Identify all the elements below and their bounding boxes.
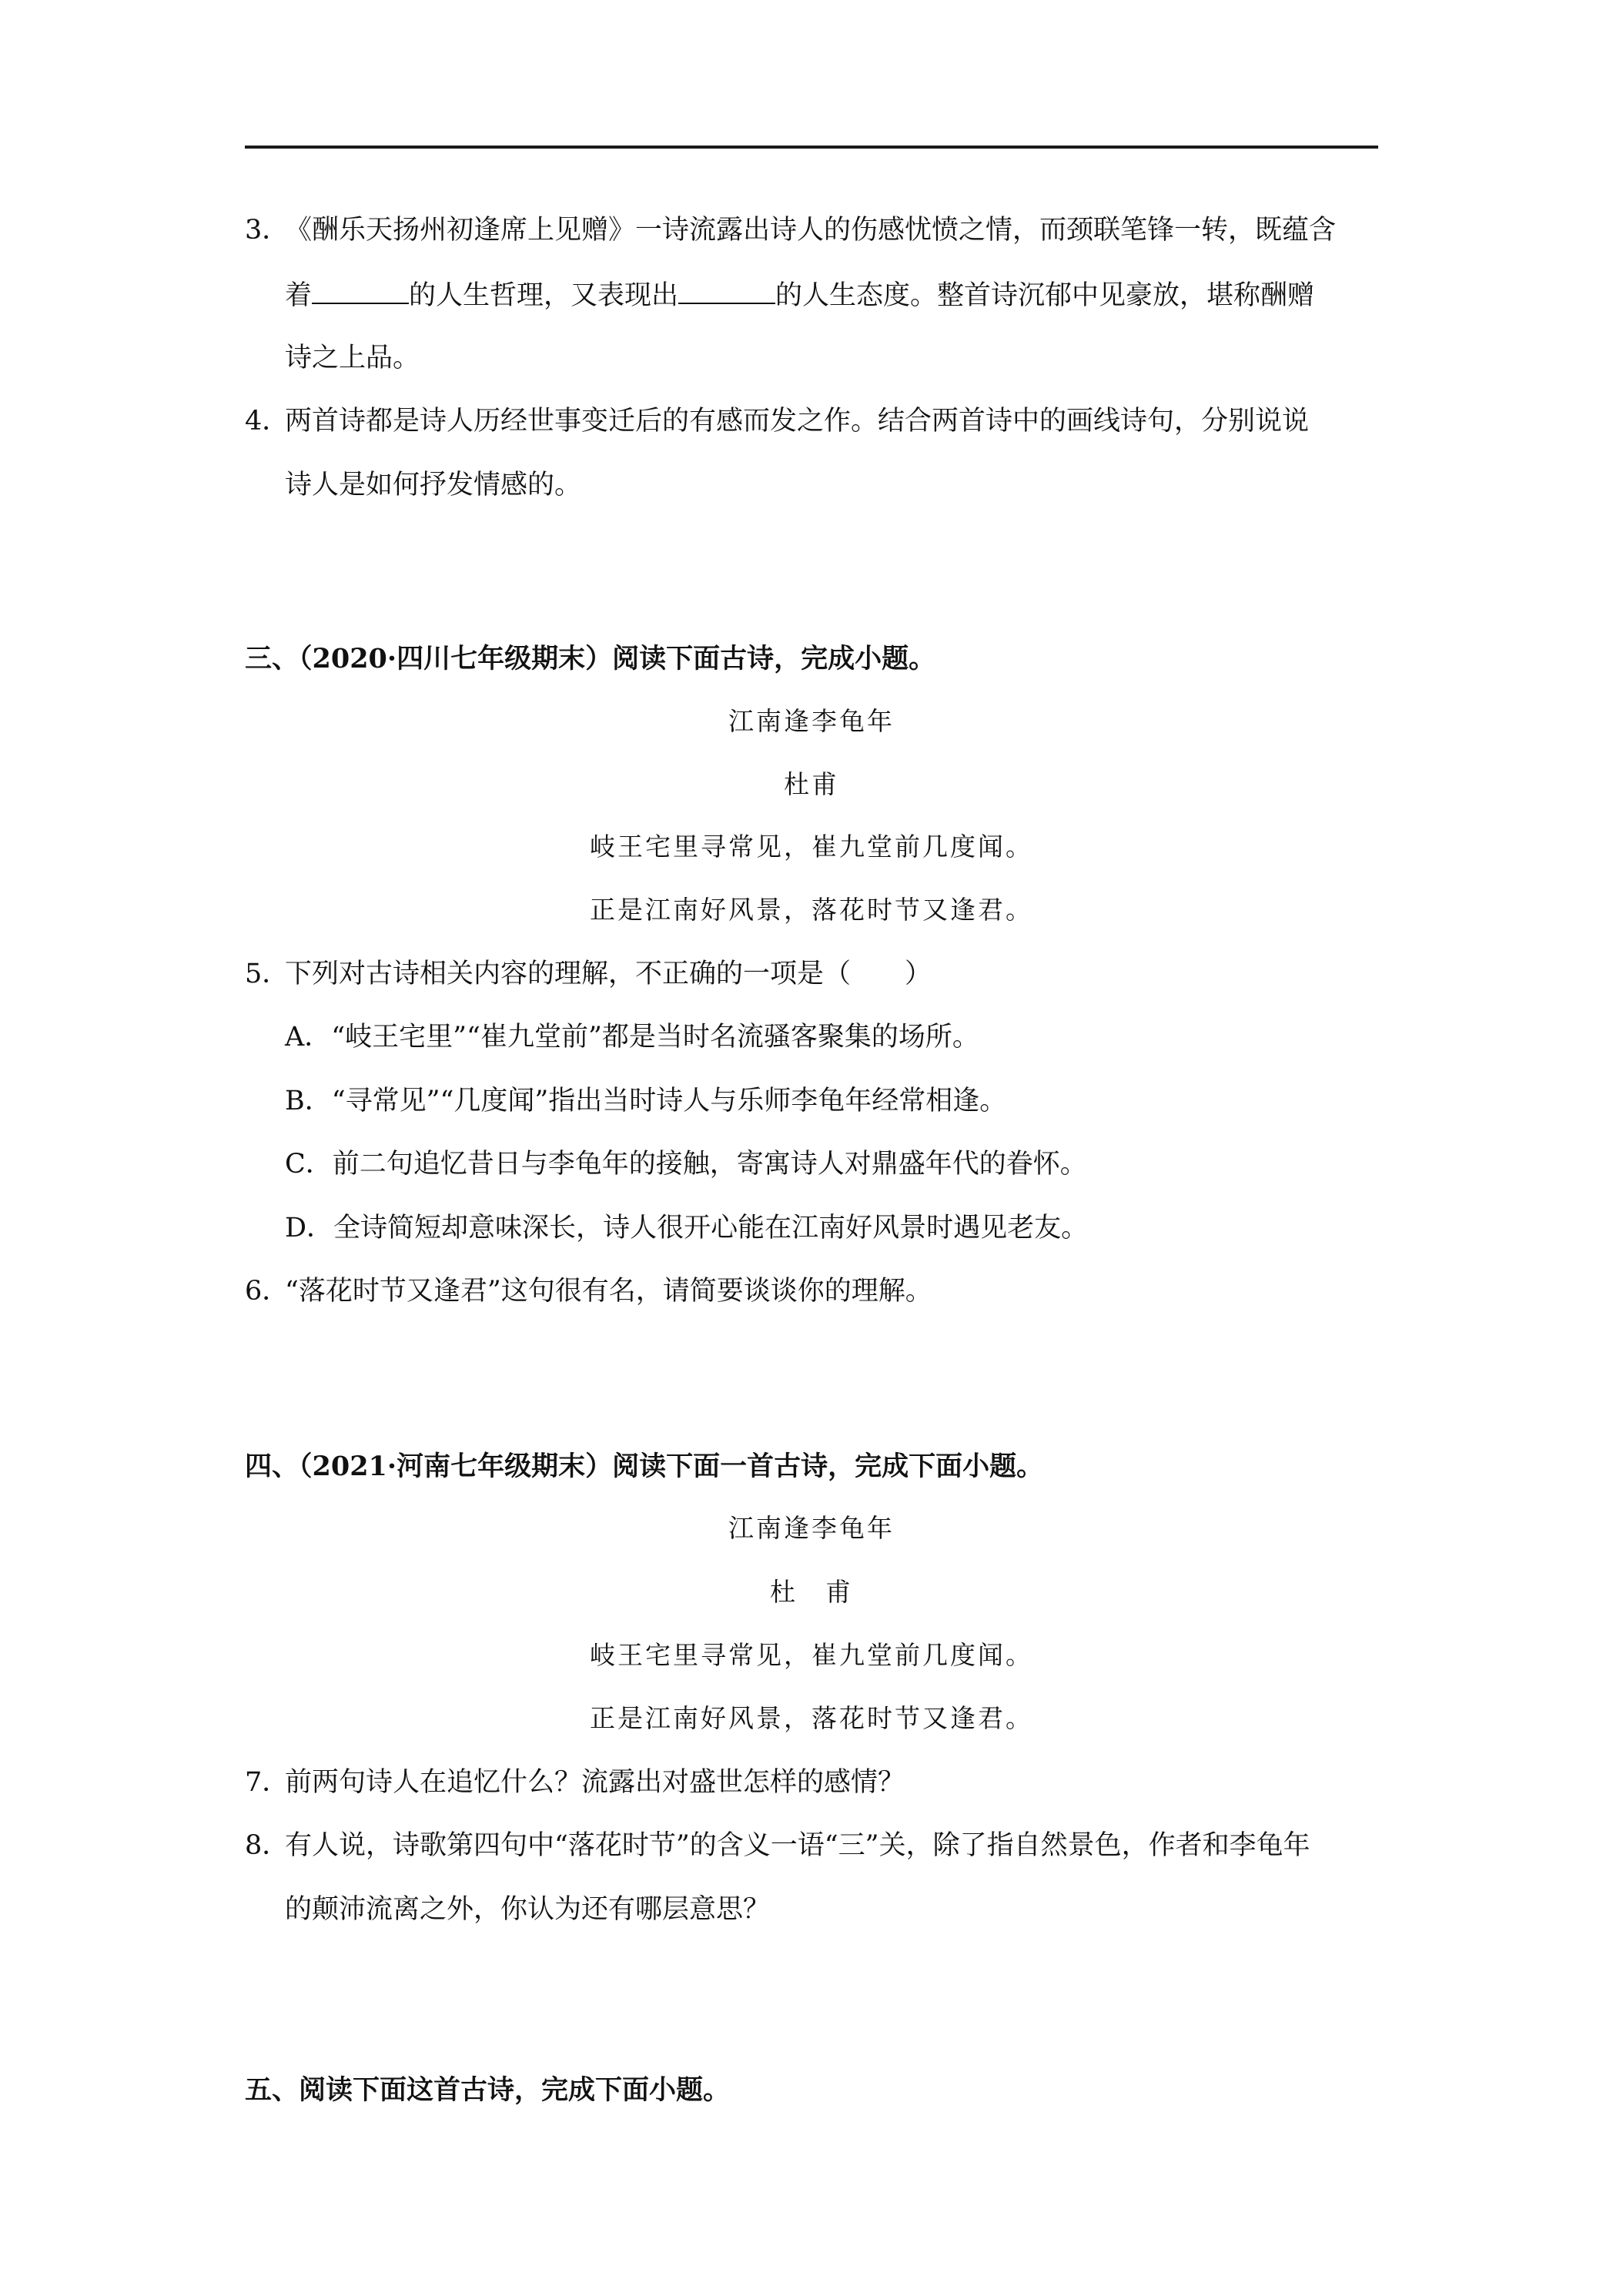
- poem-line-1: 岐王宅里寻常见，崔九堂前几度闻。: [590, 832, 1033, 862]
- section-4-heading: 四、（2021·河南七年级期末）阅读下面一首古诗，完成下面小题。: [245, 1451, 1044, 1482]
- question-4-line-1: 两首诗都是诗人历经世事变迁后的有感而发之作。结合两首诗中的画线诗句，分别说说: [285, 406, 1310, 437]
- option-b: B．“寻常见”“几度闻”指出当时诗人与乐师李龟年经常相逢。: [285, 1086, 1007, 1116]
- question-number: 5．: [245, 959, 289, 989]
- question-number: 3．: [245, 215, 289, 246]
- poem-line-2: 正是江南好风景，落花时节又逢君。: [590, 1703, 1033, 1733]
- question-8-line-1: 有人说，诗歌第四句中“落花时节”的含义一语“三”关，除了指自然景色，作者和李龟年: [285, 1830, 1310, 1861]
- question-4-line-2: 诗人是如何抒发情感的。: [285, 470, 582, 500]
- poem-title: 江南逢李龟年: [728, 1513, 895, 1543]
- poem-author: 杜 甫: [770, 1577, 853, 1607]
- question-8-line-2: 的颠沛流离之外，你认为还有哪层意思？: [285, 1894, 771, 1925]
- question-3-text-a: 着: [285, 280, 313, 311]
- option-d: D．全诗简短却意味深长，诗人很开心能在江南好风景时遇见老友。: [285, 1213, 1089, 1243]
- option-c: C．前二句追忆昔日与李龟年的接触，寄寓诗人对鼎盛年代的眷怀。: [285, 1149, 1087, 1180]
- poem-line-1: 岐王宅里寻常见，崔九堂前几度闻。: [590, 1640, 1033, 1670]
- question-7-stem: 前两句诗人在追忆什么？流露出对盛世怎样的感情？: [285, 1767, 905, 1798]
- question-number: 4．: [245, 406, 289, 437]
- section-5-heading: 五、阅读下面这首古诗，完成下面小题。: [245, 2074, 731, 2106]
- question-3-text-b: 的人生哲理，又表现出: [409, 280, 679, 311]
- question-number: 8．: [245, 1830, 289, 1861]
- fill-blank-1[interactable]: [312, 275, 409, 304]
- question-3-text-c: 的人生态度。整首诗沉郁中见豪放，堪称酬赠: [775, 280, 1315, 311]
- question-5-stem: 下列对古诗相关内容的理解，不正确的一项是（ ）: [285, 959, 932, 989]
- question-3-line-3: 诗之上品。: [285, 343, 420, 373]
- question-3-line-1: 《酬乐天扬州初逢席上见赠》一诗流露出诗人的伤感忧愤之情，而颈联笔锋一转，既蕴含: [285, 215, 1337, 246]
- section-3-heading: 三、（2020·四川七年级期末）阅读下面古诗，完成小题。: [245, 643, 936, 674]
- poem-title: 江南逢李龟年: [728, 706, 895, 736]
- question-6-stem: “落花时节又逢君”这句很有名，请简要谈谈你的理解。: [285, 1276, 932, 1307]
- fill-blank-2[interactable]: [678, 275, 775, 304]
- option-a: A．“岐王宅里”“崔九堂前”都是当时名流骚客聚集的场所。: [285, 1022, 979, 1053]
- header-rule: [245, 146, 1378, 149]
- poem-author: 杜甫: [784, 769, 839, 799]
- poem-line-2: 正是江南好风景，落花时节又逢君。: [590, 895, 1033, 925]
- question-number: 6．: [245, 1276, 289, 1307]
- question-3-line-2: [285, 275, 1314, 315]
- question-number: 7．: [245, 1767, 289, 1798]
